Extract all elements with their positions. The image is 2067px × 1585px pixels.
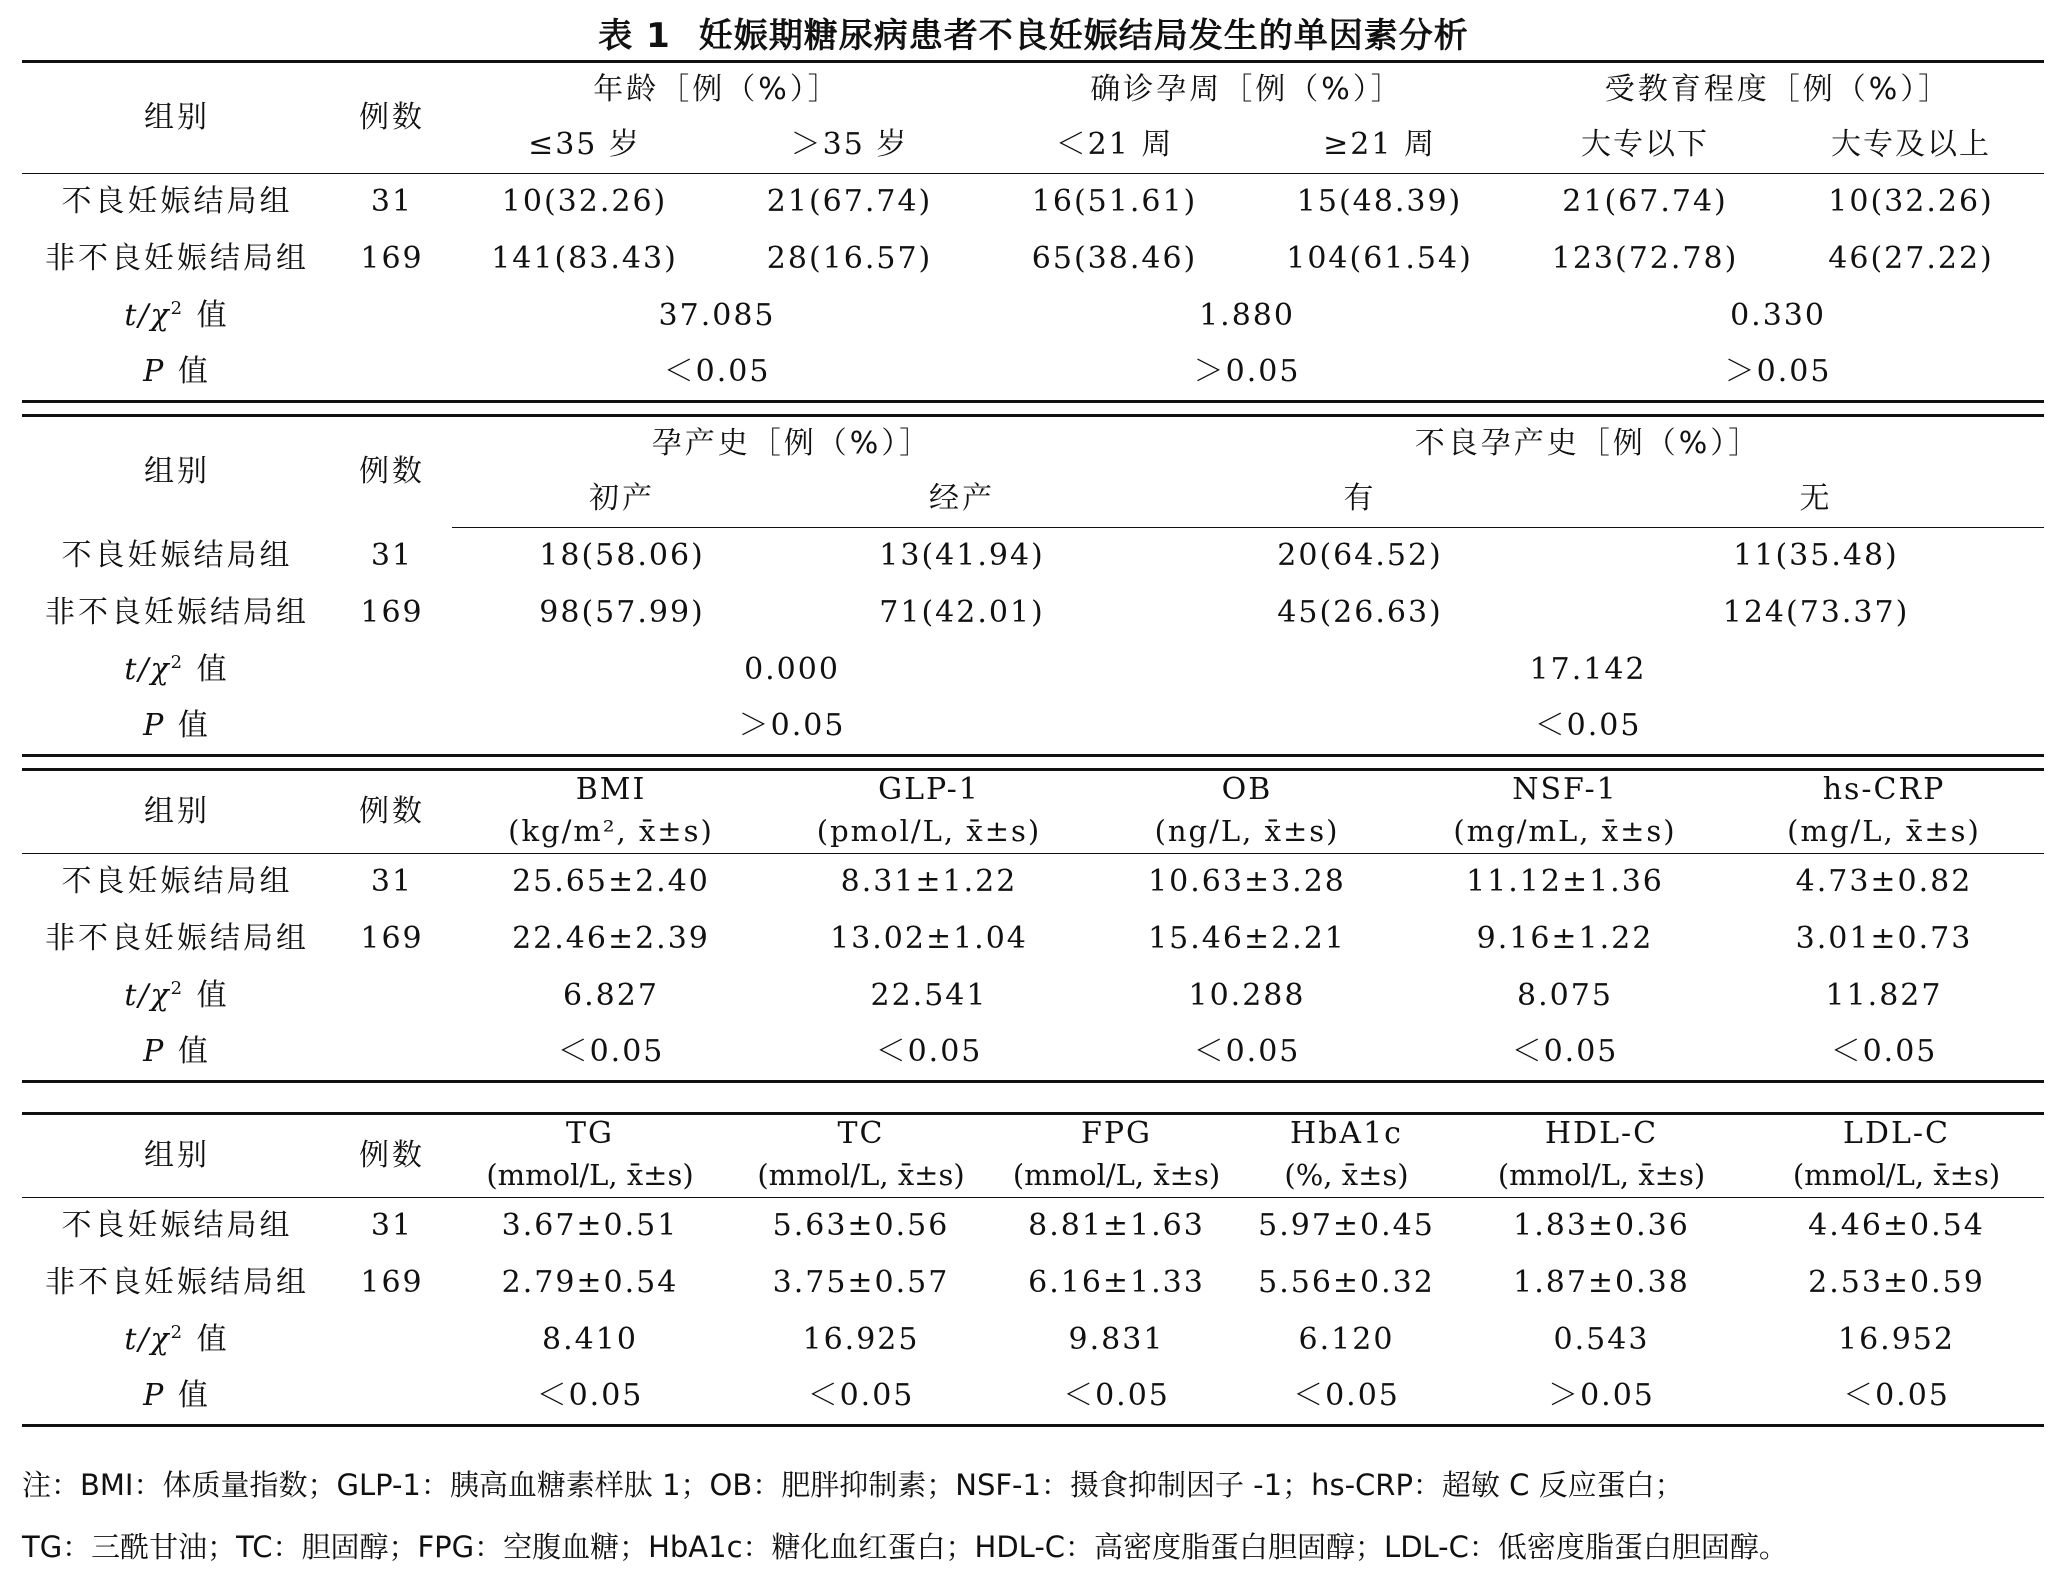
cell: 13.02±1.04 [830, 920, 1028, 956]
sub-header: ≥21 周 [1247, 118, 1512, 174]
table-row [22, 911, 2044, 968]
p-value: ＞0.05 [1193, 354, 1301, 389]
p-value: ＜0.05 [1063, 1378, 1170, 1413]
age-header: 年龄［例（%）］ [593, 72, 841, 107]
table-row [22, 585, 2044, 642]
table-footnote [22, 1454, 2044, 1578]
group-header: 组别 [144, 454, 210, 489]
cell: 46(27.22) [1828, 240, 1994, 276]
cell: 21(67.74) [766, 184, 933, 219]
stat-label: $t/\chi^2$ 值 [124, 297, 230, 333]
row-count: 169 [360, 240, 424, 276]
p-value: ＜0.05 [807, 1378, 915, 1413]
row-label: 不良妊娠结局组 [61, 864, 293, 899]
cell: 22.46±2.39 [512, 920, 710, 956]
cell: 11(35.48) [1733, 538, 1899, 573]
p-row [22, 345, 2044, 402]
p-value: ＜0.05 [1293, 1378, 1400, 1413]
p-value: ＜0.05 [1534, 708, 1642, 743]
indicator-unit: (mg/L, x̄±s) [1724, 810, 2044, 854]
table-row [22, 528, 2044, 585]
cell: 16(51.61) [1031, 184, 1198, 219]
stat-value: 11.827 [1825, 977, 1943, 1013]
sub-header: 无 [1588, 472, 2044, 528]
indicator-name: TG [566, 1116, 614, 1151]
row-count: 169 [360, 1264, 424, 1300]
stat-label: $t/\chi^2$ 值 [124, 651, 230, 687]
stat-label: $t/\chi^2$ 值 [124, 977, 230, 1013]
cell: 104(61.54) [1286, 240, 1473, 276]
cell: 10(32.26) [1828, 184, 1994, 219]
indicator-unit: (mg/mL, x̄±s) [1406, 810, 1724, 854]
indicator-unit: (ng/L, x̄±s) [1088, 810, 1406, 854]
cell: 21(67.74) [1562, 184, 1728, 219]
stat-value: 17.142 [1529, 651, 1647, 687]
row-label: 不良妊娠结局组 [61, 1208, 293, 1243]
p-row [22, 699, 2044, 756]
cell: 5.63±0.56 [772, 1208, 950, 1243]
cell: 4.73±0.82 [1795, 864, 1973, 899]
cell: 141(83.43) [491, 240, 678, 276]
row-label: 非不良妊娠结局组 [45, 1264, 309, 1300]
footnote-line-1: 注：BMI：体质量指数；GLP-1：胰高血糖素样肽 1；OB：肥胖抑制素；NSF-1：摄食抑制因子 -1；hs-CRP：超敏 C 反应蛋白； [22, 1468, 1684, 1502]
table-block-3 [22, 768, 2044, 1083]
stat-value: 22.541 [870, 977, 988, 1013]
stat-value: 10.288 [1188, 977, 1306, 1013]
table-row [22, 1255, 2044, 1312]
cell: 1.83±0.36 [1513, 1208, 1690, 1243]
stat-value: 0.330 [1730, 297, 1826, 333]
indicator-unit: (mmol/L, x̄±s) [994, 1154, 1239, 1198]
stat-label: $t/\chi^2$ 值 [124, 1321, 230, 1357]
sub-header: 有 [1132, 472, 1588, 528]
stat-row [22, 1312, 2044, 1369]
p-value: ＞0.05 [1548, 1378, 1655, 1413]
indicator-name: HbA1c [1290, 1116, 1403, 1151]
stat-value: 8.075 [1517, 977, 1613, 1013]
indicator-unit: (mmol/L, x̄±s) [1454, 1154, 1749, 1198]
indicator-name: HDL-C [1544, 1116, 1659, 1151]
sub-header: ＜21 周 [982, 118, 1247, 174]
indicator-unit: (mmol/L, x̄±s) [728, 1154, 994, 1198]
row-label: 非不良妊娠结局组 [45, 920, 309, 956]
p-label: P 值 [143, 708, 211, 743]
cell: 25.65±2.40 [512, 864, 710, 899]
cell: 20(64.52) [1277, 538, 1443, 573]
sub-header: 大专以下 [1512, 118, 1778, 174]
education-header: 受教育程度［例（%）］ [1604, 72, 1952, 107]
cell: 123(72.78) [1551, 240, 1739, 276]
row-label: 不良妊娠结局组 [61, 184, 293, 219]
table-row [22, 1198, 2044, 1255]
p-value: ＞0.05 [738, 708, 846, 743]
stat-value: 0.000 [744, 651, 840, 687]
cell: 3.67±0.51 [501, 1208, 679, 1243]
count-header: 例数 [332, 770, 452, 854]
p-value: ＜0.05 [1843, 1378, 1950, 1413]
indicator-unit: (pmol/L, x̄±s) [770, 810, 1088, 854]
table-block-4 [22, 1112, 2044, 1427]
count-header: 例数 [359, 454, 425, 489]
group-header: 组别 [22, 1114, 332, 1198]
indicator-name: LDL-C [1843, 1116, 1950, 1151]
p-label: P 值 [143, 1378, 211, 1413]
stat-value: 37.085 [658, 297, 776, 333]
p-label: P 值 [143, 1034, 211, 1069]
row-label: 非不良妊娠结局组 [45, 594, 309, 630]
cell: 28(16.57) [766, 240, 933, 276]
indicator-unit: (mmol/L, x̄±s) [1749, 1154, 2044, 1198]
cell: 4.46±0.54 [1808, 1208, 1985, 1243]
indicator-name: FPG [1081, 1116, 1152, 1151]
table-title [0, 8, 2067, 57]
stat-value: 0.543 [1553, 1321, 1650, 1357]
sub-header: 大专及以上 [1778, 118, 2044, 174]
stat-value: 8.410 [542, 1321, 638, 1357]
stat-value: 16.952 [1838, 1321, 1955, 1357]
sub-header: 初产 [452, 472, 792, 528]
cell: 3.01±0.73 [1795, 920, 1973, 956]
parity-header: 孕产史［例（%）］ [651, 426, 933, 461]
row-count: 169 [360, 594, 424, 630]
p-value: ＜0.05 [536, 1378, 644, 1413]
table-block-2 [22, 414, 2044, 757]
indicator-name: hs-CRP [1822, 772, 1946, 807]
row-label: 非不良妊娠结局组 [45, 240, 309, 276]
table-row [22, 854, 2044, 911]
p-value: ＜0.05 [557, 1034, 665, 1069]
stat-value: 9.831 [1068, 1321, 1165, 1357]
count-header: 例数 [359, 99, 425, 135]
stat-row [22, 968, 2044, 1025]
cell: 3.75±0.57 [772, 1264, 950, 1300]
row-count: 31 [370, 184, 414, 219]
stat-value: 6.120 [1298, 1321, 1395, 1357]
cell: 10(32.26) [501, 184, 668, 219]
table-row [22, 231, 2044, 288]
stat-row [22, 642, 2044, 699]
group-header: 组别 [22, 770, 332, 854]
p-value: ＜0.05 [1511, 1034, 1619, 1069]
table-row [22, 174, 2044, 231]
cell: 6.16±1.33 [1028, 1264, 1205, 1300]
cell: 71(42.01) [879, 594, 1045, 630]
cell: 18(58.06) [539, 538, 705, 573]
row-count: 31 [370, 1208, 414, 1243]
cell: 2.79±0.54 [501, 1264, 679, 1300]
cell: 15.46±2.21 [1148, 920, 1346, 956]
gestational-week-header: 确诊孕周［例（%）］ [1090, 72, 1404, 107]
cell: 10.63±3.28 [1148, 864, 1346, 899]
cell: 98(57.99) [539, 594, 705, 630]
indicator-unit: (kg/m², x̄±s) [452, 810, 770, 854]
stat-value: 6.827 [563, 977, 659, 1013]
indicator-unit: (%, x̄±s) [1239, 1154, 1454, 1198]
indicator-name: GLP-1 [878, 772, 980, 807]
indicator-name: TC [837, 1116, 885, 1151]
stat-value: 16.925 [802, 1321, 920, 1357]
cell: 2.53±0.59 [1808, 1264, 1985, 1300]
cell: 8.81±1.63 [1028, 1208, 1205, 1243]
sub-header: ≤35 岁 [452, 118, 717, 174]
p-value: ＜0.05 [875, 1034, 983, 1069]
p-value: ＜0.05 [663, 354, 771, 389]
footnote-line-2: TG：三酰甘油；TC：胆固醇；FPG：空腹血糖；HbA1c：糖化血红蛋白；HDL-C：高密度脂蛋白胆固醇；LDL-C：低密度脂蛋白胆固醇。 [22, 1530, 1788, 1564]
indicator-name: BMI [575, 772, 647, 807]
indicator-unit: (mmol/L, x̄±s) [452, 1154, 728, 1198]
p-row [22, 1369, 2044, 1426]
row-count: 169 [360, 920, 424, 956]
cell: 8.31±1.22 [840, 864, 1018, 899]
row-count: 31 [370, 537, 414, 573]
adverse-history-header: 不良孕产史［例（%）］ [1414, 426, 1762, 461]
count-header: 例数 [332, 1114, 452, 1198]
cell: 5.97±0.45 [1258, 1208, 1435, 1243]
cell: 1.87±0.38 [1513, 1264, 1690, 1300]
sub-header: ＞35 岁 [717, 118, 982, 174]
cell: 65(38.46) [1031, 240, 1198, 276]
sub-header: 经产 [792, 472, 1132, 528]
cell: 5.56±0.32 [1258, 1264, 1435, 1300]
stat-value: 1.880 [1199, 297, 1295, 333]
p-row [22, 1025, 2044, 1082]
table-block-1 [22, 60, 2044, 403]
p-value: ＞0.05 [1724, 354, 1832, 389]
cell: 124(73.37) [1722, 594, 1910, 630]
group-header: 组别 [144, 99, 210, 135]
p-value: ＜0.05 [1193, 1034, 1301, 1069]
cell: 45(26.63) [1277, 594, 1443, 630]
cell: 13(41.94) [879, 538, 1045, 573]
p-label: P 值 [143, 354, 211, 389]
cell: 15(48.39) [1296, 184, 1463, 219]
row-count: 31 [370, 864, 414, 899]
table-number: 表 1 [598, 16, 671, 56]
indicator-name: OB [1221, 772, 1273, 807]
cell: 9.16±1.22 [1476, 920, 1654, 956]
indicator-name: NSF-1 [1512, 772, 1618, 807]
stat-row [22, 288, 2044, 345]
p-value: ＜0.05 [1830, 1034, 1938, 1069]
row-label: 不良妊娠结局组 [61, 537, 293, 573]
table-caption: 妊娠期糖尿病患者不良妊娠结局发生的单因素分析 [698, 16, 1469, 56]
cell: 11.12±1.36 [1466, 864, 1664, 899]
